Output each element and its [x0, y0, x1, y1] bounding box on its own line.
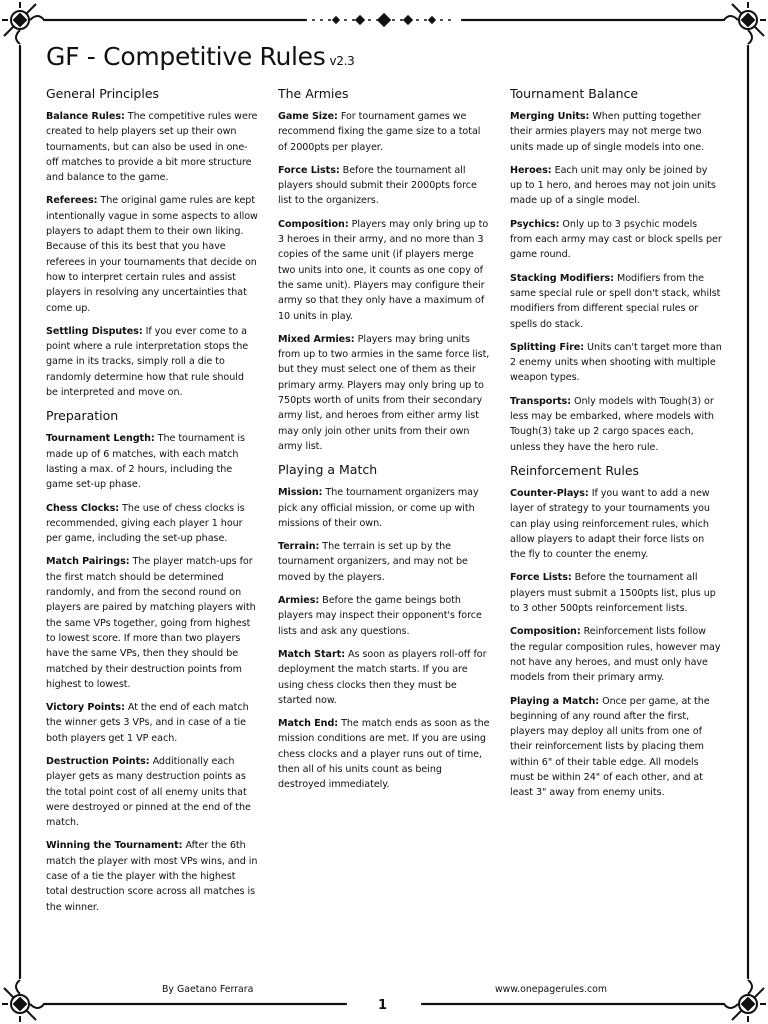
- section-heading: General Principles: [46, 86, 160, 101]
- rule-reinforcement-composition: Composition: Reinforcement lists follow the regular composition rules, however may not have any heroes, and must only have models from their primary army.: [510, 626, 721, 684]
- website-url: www.onepagerules.com: [495, 984, 608, 995]
- author-credit: By Gaetano Ferrara: [162, 984, 254, 995]
- rule-composition: Composition: Players may only bring up to 3 heroes in their army, and no more than 3 copies of the same unit (if players merge two units into one, it counts as one copy of the same unit). Players may configure their army so that they only have a maximum of 10 units in play.: [278, 218, 489, 322]
- corner-ornament-top-left-icon: [2, 2, 44, 44]
- section-tournament-balance: [510, 86, 722, 455]
- rule-mission: Mission: The tournament organizers may pick any official mission, or come up with missions of their own.: [278, 487, 479, 529]
- rule-destruction-points: Destruction Points: Additionally each player gets as many destruction points as the total point cost of all enemy units that were destroyed or pinned at the end of the match.: [46, 755, 251, 829]
- rule-armies: Armies: Before the game beings both players may inspect their opponent's force lists and ask any questions.: [278, 595, 482, 637]
- page-number: 1: [378, 998, 388, 1013]
- rule-reinforcement-playing-a-match: Playing a Match: Once per game, at the beginning of any round after the first, players may deploy all units from one of their reinforcement lists by placing them within 6" of their table edge. All models must be within 24" of each other, and at least 3" away from enemy units.: [510, 695, 710, 799]
- corner-ornament-top-right-icon: [724, 2, 766, 44]
- column-1: [46, 84, 258, 923]
- rule-chess-clocks: Chess Clocks: The use of chess clocks is recommended, giving each player 1 hour per game, including the set-up phase.: [46, 502, 245, 545]
- rule-merging-units: Merging Units: When putting together their armies players may not merge two units made up of single models into one.: [510, 111, 705, 153]
- corner-ornament-bottom-right-icon: [724, 980, 766, 1022]
- column-3: [510, 84, 722, 809]
- section-heading: Tournament Balance: [510, 86, 639, 101]
- section-preparation: [46, 408, 258, 915]
- rule-match-pairings: Match Pairings: The player match-ups for the first match should be determined randomly, and from the second round on players are paired by matching players with the same VPs together, going from highest to lowest score. If more than two players have the same VPs, then they should be matched by their destruction points from highest to lowest.: [46, 556, 256, 690]
- title-text: GF - Competitive Rules: [46, 42, 326, 71]
- rule-reinforcement-force-lists: Force Lists: Before the tournament all players must submit a 1500pts list, plus up to 3 other 500pts reinforcement lists.: [510, 572, 716, 615]
- rule-terrain: Terrain: The terrain is set up by the tournament organizers, and may not be moved by the players.: [278, 541, 468, 583]
- rule-stacking-modifiers: Stacking Modifiers: Modifiers from the same special rule or spell don't stack, whilst modifiers from different special rules or spells do stack.: [510, 272, 721, 330]
- column-2: [278, 84, 490, 801]
- rule-settling-disputes: Settling Disputes: If you ever come to a point where a rule interpretation stops the game in its tracks, simply roll a die to randomly determine how that rule should be interpreted and move on.: [46, 325, 249, 399]
- top-ornament-icon: [312, 14, 456, 26]
- rule-mixed-armies: Mixed Armies: Players may bring units from up to two armies in the same force list, but they must select one of them as their primary army. Players may only bring up to 750pts worth of units from their secondary army list, and heroes from either army list may only join other units from their own army list.: [278, 333, 490, 452]
- corner-ornament-bottom-left-icon: [2, 980, 44, 1022]
- rule-psychics: Psychics: Only up to 3 psychic models from each army may cast or block spells per game round.: [510, 218, 722, 261]
- page-title: [46, 42, 354, 71]
- section-the-armies: [278, 86, 490, 454]
- rule-balance-rules: Balance Rules: The competitive rules were created to help players set up their own tournaments, but can also be used in one-off matches to provide a bit more structure and balance to the game.: [46, 111, 258, 184]
- rule-splitting-fire: Splitting Fire: Units can't target more than 2 enemy units when shooting with multiple weapon types.: [510, 341, 722, 384]
- rule-transports: Transports: Only models with Tough(3) or less may be embarked, where models with Tough(3) take up 2 cargo spaces each, unless they have the hero rule.: [510, 395, 714, 453]
- rule-winning-the-tournament: Winning the Tournament: After the 6th match the player with most VPs wins, and in case of a tie the player with the highest total destruction score across all matches is the winner.: [46, 840, 258, 913]
- version-label: v2.3: [329, 54, 355, 68]
- rule-force-lists: Force Lists: Before the tournament all players should submit their 2000pts force list to the organizers.: [278, 164, 477, 207]
- rule-game-size: Game Size: For tournament games we recommend fixing the game size to a total of 2000pts per player.: [278, 111, 481, 153]
- rule-match-end: Match End: The match ends as soon as the mission conditions are met. If you are using chess clocks and a player runs out of time, then all of his units count as being destroyed immediately.: [278, 718, 490, 791]
- section-heading: Preparation: [46, 408, 119, 424]
- rule-referees: Referees: The original game rules are kept intentionally vague in some aspects to allow players to adapt them to their own liking. Because of this its best that you have referees in your tournaments that decide on how to interpret certain rules and assist players in resolving any uncertainties that come up.: [46, 195, 258, 314]
- section-playing-a-match: [278, 462, 490, 792]
- section-reinforcement-rules: [510, 463, 722, 801]
- rule-victory-points: Victory Points: At the end of each match the winner gets 3 VPs, and in case of a tie both players get 1 VP each.: [46, 702, 249, 744]
- rule-counter-plays: Counter-Plays: If you want to add a new layer of strategy to your tournaments you can play using reinforcement rules, which allow players to adapt their force lists on the fly to counter the enemy.: [510, 487, 710, 561]
- rule-tournament-length: Tournament Length: The tournament is made up of 6 matches, with each match lasting a max. of 2 hours, including the game set-up phase.: [46, 433, 245, 491]
- rule-heroes: Heroes: Each unit may only be joined by up to 1 hero, and heroes may not join units made up of a single model.: [510, 164, 716, 207]
- section-heading: Playing a Match: [278, 462, 378, 478]
- section-general-principles: [46, 86, 258, 400]
- section-heading: The Armies: [278, 86, 349, 101]
- section-heading: Reinforcement Rules: [510, 462, 640, 478]
- rule-match-start: Match Start: As soon as players roll-off for deployment the match starts. If you are using chess clocks then they must be started now.: [278, 648, 487, 706]
